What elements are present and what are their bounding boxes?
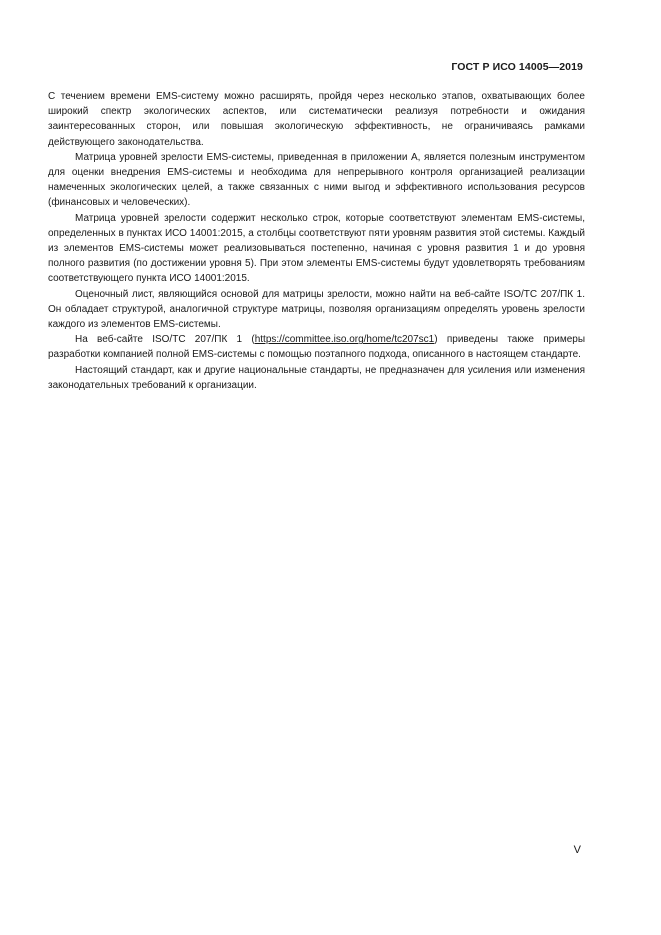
paragraph-5-start: На веб-сайте ISO/TC 207/ПК 1 ( [75, 334, 255, 346]
document-body [48, 89, 585, 393]
paragraph-4: Оценочный лист, являющийся основой для матрицы зрелости, можно найти на веб-сайте ISO/TC 207/ПК 1. Он обладает структурой, аналогичной структуре матрицы, позволяя организациям определять уровень зрелости каждого из элементов EMS-системы. [48, 288, 585, 331]
paragraph-2: Матрица уровней зрелости EMS-системы, приведенная в приложении А, является полезным инструментом для оценки внедрения EMS-системы и необходима для непрерывного контроля организацией реализации намеченных экологических целей, а также связанных с ними выгод и эффективного использования ресурсов (финансовых и человеческих). [48, 151, 585, 209]
committee-website-link[interactable]: https://committee.iso.org/home/tc207sc1 [254, 334, 435, 346]
paragraph-3: Матрица уровней зрелости содержит несколько строк, которые соответствуют элементам EMS-системы, определенных в пунктах ИСО 14001:2015, а столбцы соответствуют пяти уровням развития этой системы. Каждый из элементов EMS-системы может реализовываться постепенно, начиная с уровня развития 1 и до уровня полного развития (по достижении уровня 5). При этом элементы EMS-системы будут удовлетворять требованиям соответствующего пункта ИСО 14001:2015. [48, 212, 585, 285]
paragraph-5 [48, 332, 585, 362]
document-standard-id: ГОСТ Р ИСО 14005—2019 [451, 61, 583, 73]
page-number: V [573, 844, 581, 856]
paragraph-1: С течением времени EMS-систему можно расширять, пройдя через несколько этапов, охватывающих более широкий спектр экологических аспектов, или систематически реализуя потребности и ожидания заинтересованных сторон, или повышая экологическую эффективность, не ограничиваясь рамками действующего законодательства. [48, 91, 585, 148]
paragraph-5-end: ) приведены также примеры разработки компанией полной EMS-системы с помощью поэтапного подхода, описанного в настоящем стандарте. [48, 334, 585, 361]
paragraph-6: Настоящий стандарт, как и другие национальные стандарты, не предназначен для усиления или изменения законодательных требований к организации. [48, 364, 585, 391]
